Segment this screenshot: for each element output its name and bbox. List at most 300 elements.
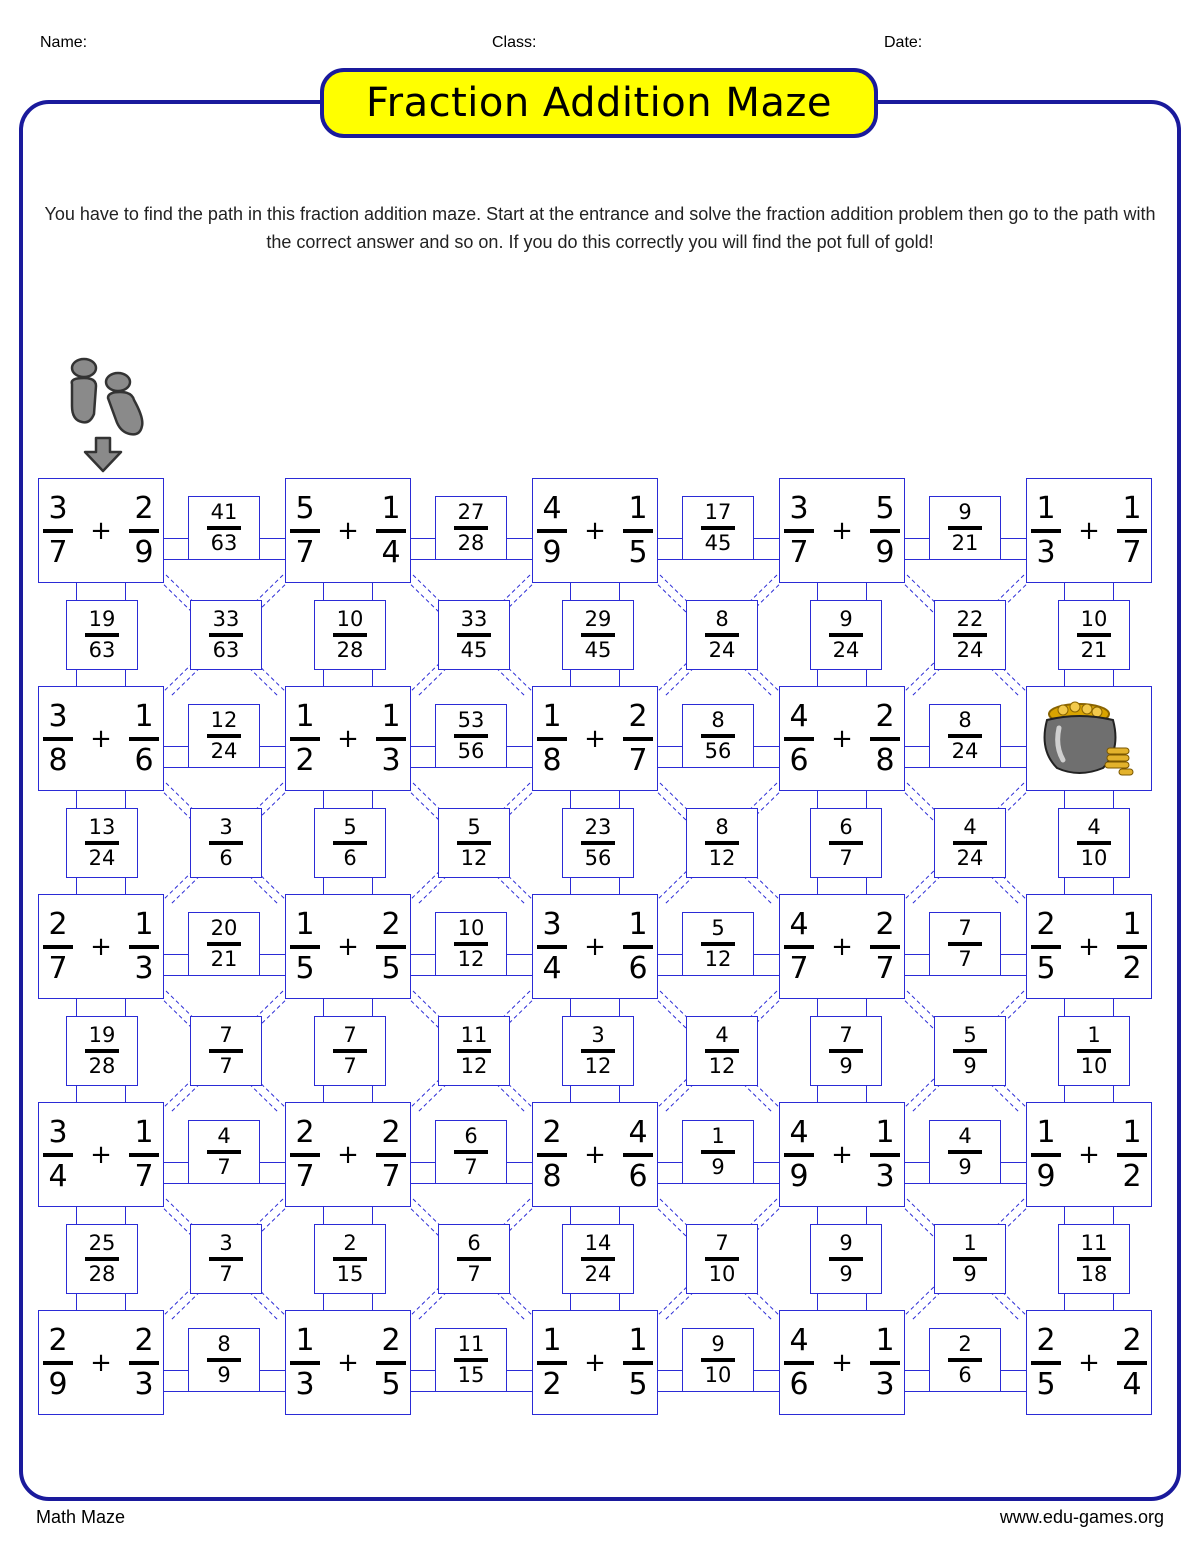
maze-answer[interactable] (190, 808, 262, 878)
fraction-bar (829, 633, 863, 637)
fraction (290, 698, 320, 778)
maze-answer[interactable] (190, 1224, 262, 1294)
fraction-bar (537, 529, 567, 533)
maze-answer[interactable] (686, 808, 758, 878)
page-title: Fraction Addition Maze (320, 68, 878, 138)
denominator: 7 (628, 742, 648, 778)
answer-fraction (701, 1334, 735, 1386)
fraction-bar (43, 529, 73, 533)
maze-answer[interactable] (188, 1120, 260, 1184)
fraction-bar (207, 942, 241, 946)
fraction-bar (1117, 1361, 1147, 1365)
denominator: 7 (1122, 534, 1142, 570)
numerator: 1 (542, 698, 562, 734)
denominator: 56 (584, 846, 612, 870)
answer-fraction (581, 1233, 615, 1285)
maze-corridor (903, 1162, 931, 1184)
numerator: 3 (789, 490, 809, 526)
denominator: 3 (1036, 534, 1056, 570)
denominator: 24 (584, 1262, 612, 1286)
fraction (376, 906, 406, 986)
fraction-bar (376, 737, 406, 741)
fraction-bar (43, 737, 73, 741)
maze-corridor (817, 1205, 867, 1226)
maze-corridor (752, 746, 781, 768)
numerator: 22 (956, 607, 984, 631)
maze-answer[interactable] (562, 600, 634, 670)
maze-corridor (656, 538, 684, 560)
fraction-bar (209, 633, 243, 637)
maze-answer[interactable] (435, 1120, 507, 1184)
maze-answer[interactable] (934, 808, 1006, 878)
numerator: 1 (295, 906, 315, 942)
fraction (376, 490, 406, 570)
fraction-bar (784, 1361, 814, 1365)
denominator: 63 (212, 638, 240, 662)
fraction-bar (623, 737, 653, 741)
maze-corridor (903, 746, 931, 768)
denominator: 5 (1036, 950, 1056, 986)
answer-fraction (1077, 817, 1111, 869)
answer-fraction (207, 502, 241, 554)
answer-fraction (454, 1334, 488, 1386)
maze-answer[interactable] (929, 704, 1001, 768)
denominator: 10 (708, 1262, 736, 1286)
maze-corridor (76, 1084, 126, 1104)
maze-problem[interactable] (532, 1102, 658, 1207)
denominator: 28 (336, 638, 364, 662)
maze-answer[interactable] (188, 912, 260, 976)
denominator: 12 (460, 846, 488, 870)
numerator: 19 (88, 607, 116, 631)
numerator: 1 (1087, 1023, 1101, 1047)
numerator: 1 (134, 1114, 154, 1150)
maze-answer[interactable] (438, 1016, 510, 1086)
maze-corridor (570, 1292, 620, 1312)
maze-corridor (76, 668, 126, 688)
numerator: 7 (219, 1023, 233, 1047)
fraction-bar (290, 945, 320, 949)
footer-left: Math Maze (36, 1507, 126, 1527)
answer-fraction (457, 1233, 491, 1285)
fraction-bar (209, 1049, 243, 1053)
denominator: 15 (457, 1363, 485, 1387)
maze-answer[interactable] (66, 1016, 138, 1086)
numerator: 4 (628, 1114, 648, 1150)
maze-answer[interactable] (435, 704, 507, 768)
fraction-bar (705, 1049, 739, 1053)
denominator: 2 (1122, 1158, 1142, 1194)
maze-answer[interactable] (66, 600, 138, 670)
maze-corridor (409, 538, 437, 560)
maze-corridor (323, 789, 373, 810)
maze-corridor (162, 954, 190, 976)
maze-corridor (323, 1084, 373, 1104)
maze-corridor (76, 997, 126, 1018)
answer-fraction (705, 817, 739, 869)
numerator: 3 (48, 698, 68, 734)
maze-answer[interactable] (1058, 1224, 1130, 1294)
numerator: 1 (134, 698, 154, 734)
denominator: 9 (875, 534, 895, 570)
fraction (43, 906, 73, 986)
plus-sign: + (831, 723, 853, 754)
answer-fraction (948, 502, 982, 554)
fraction-bar (705, 841, 739, 845)
denominator: 24 (956, 846, 984, 870)
fraction-bar (953, 841, 987, 845)
plus-sign: + (584, 1347, 606, 1378)
maze-answer[interactable] (562, 1016, 634, 1086)
maze-answer[interactable] (438, 600, 510, 670)
maze-corridor (409, 954, 437, 976)
numerator: 11 (457, 1332, 485, 1356)
numerator: 17 (704, 500, 732, 524)
maze-answer[interactable] (934, 1016, 1006, 1086)
maze-problem[interactable] (38, 686, 164, 791)
fraction (290, 490, 320, 570)
maze-answer[interactable] (810, 808, 882, 878)
maze-answer[interactable] (66, 1224, 138, 1294)
denominator: 5 (628, 1366, 648, 1402)
fraction-bar (623, 529, 653, 533)
maze-problem[interactable] (779, 894, 905, 999)
answer-fraction (207, 1334, 241, 1386)
fraction (129, 490, 159, 570)
numerator: 2 (875, 698, 895, 734)
maze-corridor (752, 1162, 781, 1184)
denominator: 9 (542, 534, 562, 570)
numerator: 41 (210, 500, 238, 524)
numerator: 29 (584, 607, 612, 631)
denominator: 4 (1122, 1366, 1142, 1402)
denominator: 9 (958, 1155, 972, 1179)
fraction (290, 1114, 320, 1194)
maze-problem[interactable] (779, 686, 905, 791)
maze-answer[interactable] (435, 1328, 507, 1392)
fraction (290, 906, 320, 986)
plus-sign: + (831, 1139, 853, 1170)
maze-answer[interactable] (314, 1016, 386, 1086)
plus-sign: + (584, 1139, 606, 1170)
maze-corridor (258, 954, 287, 976)
maze-problem[interactable] (1026, 1310, 1152, 1415)
maze-corridor (409, 746, 437, 768)
denominator: 3 (381, 742, 401, 778)
numerator: 7 (343, 1023, 357, 1047)
maze-answer[interactable] (929, 912, 1001, 976)
fraction (784, 1114, 814, 1194)
numerator: 2 (48, 906, 68, 942)
denominator: 6 (343, 846, 357, 870)
fraction-bar (1077, 1257, 1111, 1261)
answer-fraction (948, 1126, 982, 1178)
maze-problem[interactable] (532, 686, 658, 791)
maze-answer[interactable] (929, 496, 1001, 560)
fraction-bar (376, 1361, 406, 1365)
maze-answer[interactable] (682, 1328, 754, 1392)
denominator: 24 (832, 638, 860, 662)
denominator: 24 (956, 638, 984, 662)
numerator: 10 (1080, 607, 1108, 631)
denominator: 7 (839, 846, 853, 870)
denominator: 8 (542, 1158, 562, 1194)
maze-corridor (76, 789, 126, 810)
denominator: 9 (48, 1366, 68, 1402)
numerator: 2 (343, 1231, 357, 1255)
maze-answer[interactable] (1058, 600, 1130, 670)
maze-corridor (817, 789, 867, 810)
numerator: 4 (542, 490, 562, 526)
maze-answer[interactable] (435, 496, 507, 560)
maze-problem[interactable] (1026, 894, 1152, 999)
denominator: 5 (295, 950, 315, 986)
maze-problem[interactable] (38, 1310, 164, 1415)
fraction-bar (701, 734, 735, 738)
maze-corridor (999, 954, 1028, 976)
maze-corridor (323, 1205, 373, 1226)
denominator: 9 (789, 1158, 809, 1194)
fraction-bar (870, 529, 900, 533)
fraction-bar (333, 633, 367, 637)
maze-corridor (76, 1205, 126, 1226)
numerator: 1 (875, 1322, 895, 1358)
numerator: 2 (542, 1114, 562, 1150)
maze-answer[interactable] (435, 912, 507, 976)
denominator: 9 (217, 1363, 231, 1387)
denominator: 10 (704, 1363, 732, 1387)
maze-problem[interactable] (1026, 478, 1152, 583)
fraction (129, 1114, 159, 1194)
maze-problem[interactable] (285, 894, 411, 999)
numerator: 3 (219, 1231, 233, 1255)
fraction-bar (376, 1153, 406, 1157)
maze-answer[interactable] (810, 1016, 882, 1086)
numerator: 1 (1122, 490, 1142, 526)
maze-answer[interactable] (438, 1224, 510, 1294)
numerator: 2 (958, 1332, 972, 1356)
fraction-bar (457, 1049, 491, 1053)
denominator: 7 (958, 947, 972, 971)
maze-problem[interactable] (38, 894, 164, 999)
denominator: 56 (457, 739, 485, 763)
denominator: 7 (219, 1054, 233, 1078)
maze-answer[interactable] (682, 496, 754, 560)
fraction-bar (537, 737, 567, 741)
maze-problem[interactable] (532, 1310, 658, 1415)
maze-problem[interactable] (38, 1102, 164, 1207)
maze-corridor (656, 746, 684, 768)
plus-sign: + (584, 931, 606, 962)
answer-fraction (581, 1025, 615, 1077)
answer-fraction (829, 609, 863, 661)
maze-answer[interactable] (190, 600, 262, 670)
fraction-bar (701, 1150, 735, 1154)
answer-fraction (209, 1233, 243, 1285)
maze-answer[interactable] (188, 704, 260, 768)
plus-sign: + (337, 1139, 359, 1170)
maze-answer[interactable] (66, 808, 138, 878)
denominator: 2 (542, 1366, 562, 1402)
maze-problem[interactable] (779, 1102, 905, 1207)
answer-fraction (953, 1025, 987, 1077)
fraction-bar (623, 1361, 653, 1365)
numerator: 4 (217, 1124, 231, 1148)
denominator: 3 (134, 950, 154, 986)
maze-problem[interactable] (285, 1102, 411, 1207)
fraction (129, 698, 159, 778)
answer-fraction (333, 817, 367, 869)
maze-corridor (999, 746, 1028, 768)
numerator: 1 (875, 1114, 895, 1150)
maze-answer[interactable] (314, 1224, 386, 1294)
fraction-bar (129, 737, 159, 741)
maze-problem[interactable] (1026, 1102, 1152, 1207)
fraction (43, 1322, 73, 1402)
answer-fraction (701, 1126, 735, 1178)
denominator: 5 (1036, 1366, 1056, 1402)
maze-answer[interactable] (686, 1016, 758, 1086)
numerator: 4 (789, 1322, 809, 1358)
answer-fraction (948, 918, 982, 970)
fraction-bar (207, 526, 241, 530)
numerator: 2 (134, 1322, 154, 1358)
maze-answer[interactable] (562, 1224, 634, 1294)
fraction-bar (43, 1153, 73, 1157)
plus-sign: + (1078, 515, 1100, 546)
maze-problem[interactable] (285, 686, 411, 791)
maze-answer[interactable] (562, 808, 634, 878)
maze-corridor (903, 954, 931, 976)
numerator: 4 (789, 698, 809, 734)
maze-corridor (323, 997, 373, 1018)
denominator: 9 (134, 534, 154, 570)
maze-answer[interactable] (438, 808, 510, 878)
fraction (1031, 490, 1061, 570)
denominator: 9 (711, 1155, 725, 1179)
maze-problem[interactable] (779, 1310, 905, 1415)
maze-problem[interactable] (532, 478, 658, 583)
fraction-bar (581, 841, 615, 845)
fraction-bar (207, 734, 241, 738)
plus-sign: + (831, 515, 853, 546)
plus-sign: + (584, 515, 606, 546)
plus-sign: + (337, 515, 359, 546)
maze-corridor (817, 997, 867, 1018)
maze-answer[interactable] (810, 1224, 882, 1294)
answer-fraction (953, 609, 987, 661)
denominator: 6 (628, 950, 648, 986)
maze-answer[interactable] (934, 1224, 1006, 1294)
maze-answer[interactable] (682, 704, 754, 768)
numerator: 6 (839, 815, 853, 839)
plus-sign: + (831, 1347, 853, 1378)
numerator: 1 (295, 1322, 315, 1358)
denominator: 8 (48, 742, 68, 778)
maze-corridor (752, 538, 781, 560)
fraction-bar (948, 1358, 982, 1362)
maze-answer[interactable] (682, 1120, 754, 1184)
fraction-bar (290, 737, 320, 741)
maze-answer[interactable] (934, 600, 1006, 670)
maze-answer[interactable] (1058, 808, 1130, 878)
maze-corridor (162, 746, 190, 768)
pot-of-gold-icon (1041, 694, 1137, 784)
maze-answer[interactable] (314, 808, 386, 878)
maze-corridor (505, 1370, 534, 1392)
fraction (623, 1322, 653, 1402)
maze-answer[interactable] (810, 600, 882, 670)
footer-right: www.edu-games.org (999, 1507, 1164, 1527)
denominator: 3 (875, 1158, 895, 1194)
maze-answer[interactable] (190, 1016, 262, 1086)
numerator: 7 (715, 1231, 729, 1255)
maze-answer[interactable] (929, 1328, 1001, 1392)
fraction-bar (129, 945, 159, 949)
denominator: 9 (1036, 1158, 1056, 1194)
maze-answer[interactable] (682, 912, 754, 976)
fraction-bar (581, 1257, 615, 1261)
fraction-bar (85, 1049, 119, 1053)
maze-answer[interactable] (314, 600, 386, 670)
numerator: 1 (628, 906, 648, 942)
maze-corridor (817, 668, 867, 688)
numerator: 11 (1080, 1231, 1108, 1255)
maze-answer[interactable] (929, 1120, 1001, 1184)
maze-answer[interactable] (686, 1224, 758, 1294)
denominator: 7 (48, 950, 68, 986)
maze-problem[interactable] (285, 1310, 411, 1415)
denominator: 28 (88, 1262, 116, 1286)
maze-problem[interactable] (285, 478, 411, 583)
denominator: 7 (295, 1158, 315, 1194)
maze-corridor (76, 876, 126, 896)
fraction (1117, 906, 1147, 986)
numerator: 2 (381, 1114, 401, 1150)
maze-corridor (505, 954, 534, 976)
maze-corridor (76, 1292, 126, 1312)
fraction-bar (1031, 529, 1061, 533)
denominator: 2 (295, 742, 315, 778)
numerator: 1 (1036, 1114, 1056, 1150)
answer-fraction (829, 1025, 863, 1077)
maze-corridor (570, 876, 620, 896)
answer-fraction (85, 1233, 119, 1285)
answer-fraction (948, 710, 982, 762)
maze-problem[interactable] (532, 894, 658, 999)
maze-problem[interactable] (779, 478, 905, 583)
answer-fraction (85, 609, 119, 661)
maze-problem[interactable] (38, 478, 164, 583)
numerator: 4 (789, 1114, 809, 1150)
numerator: 33 (212, 607, 240, 631)
denominator: 12 (704, 947, 732, 971)
fraction-bar (1117, 529, 1147, 533)
maze-answer[interactable] (188, 1328, 260, 1392)
plus-sign: + (337, 723, 359, 754)
denominator: 7 (48, 534, 68, 570)
maze-answer[interactable] (188, 496, 260, 560)
fraction (784, 906, 814, 986)
fraction-bar (870, 1153, 900, 1157)
maze-answer[interactable] (1058, 1016, 1130, 1086)
maze-goal[interactable] (1026, 686, 1152, 791)
fraction (43, 698, 73, 778)
maze-answer[interactable] (686, 600, 758, 670)
denominator: 45 (460, 638, 488, 662)
answer-fraction (333, 1025, 367, 1077)
class-label: Class: (492, 34, 537, 51)
